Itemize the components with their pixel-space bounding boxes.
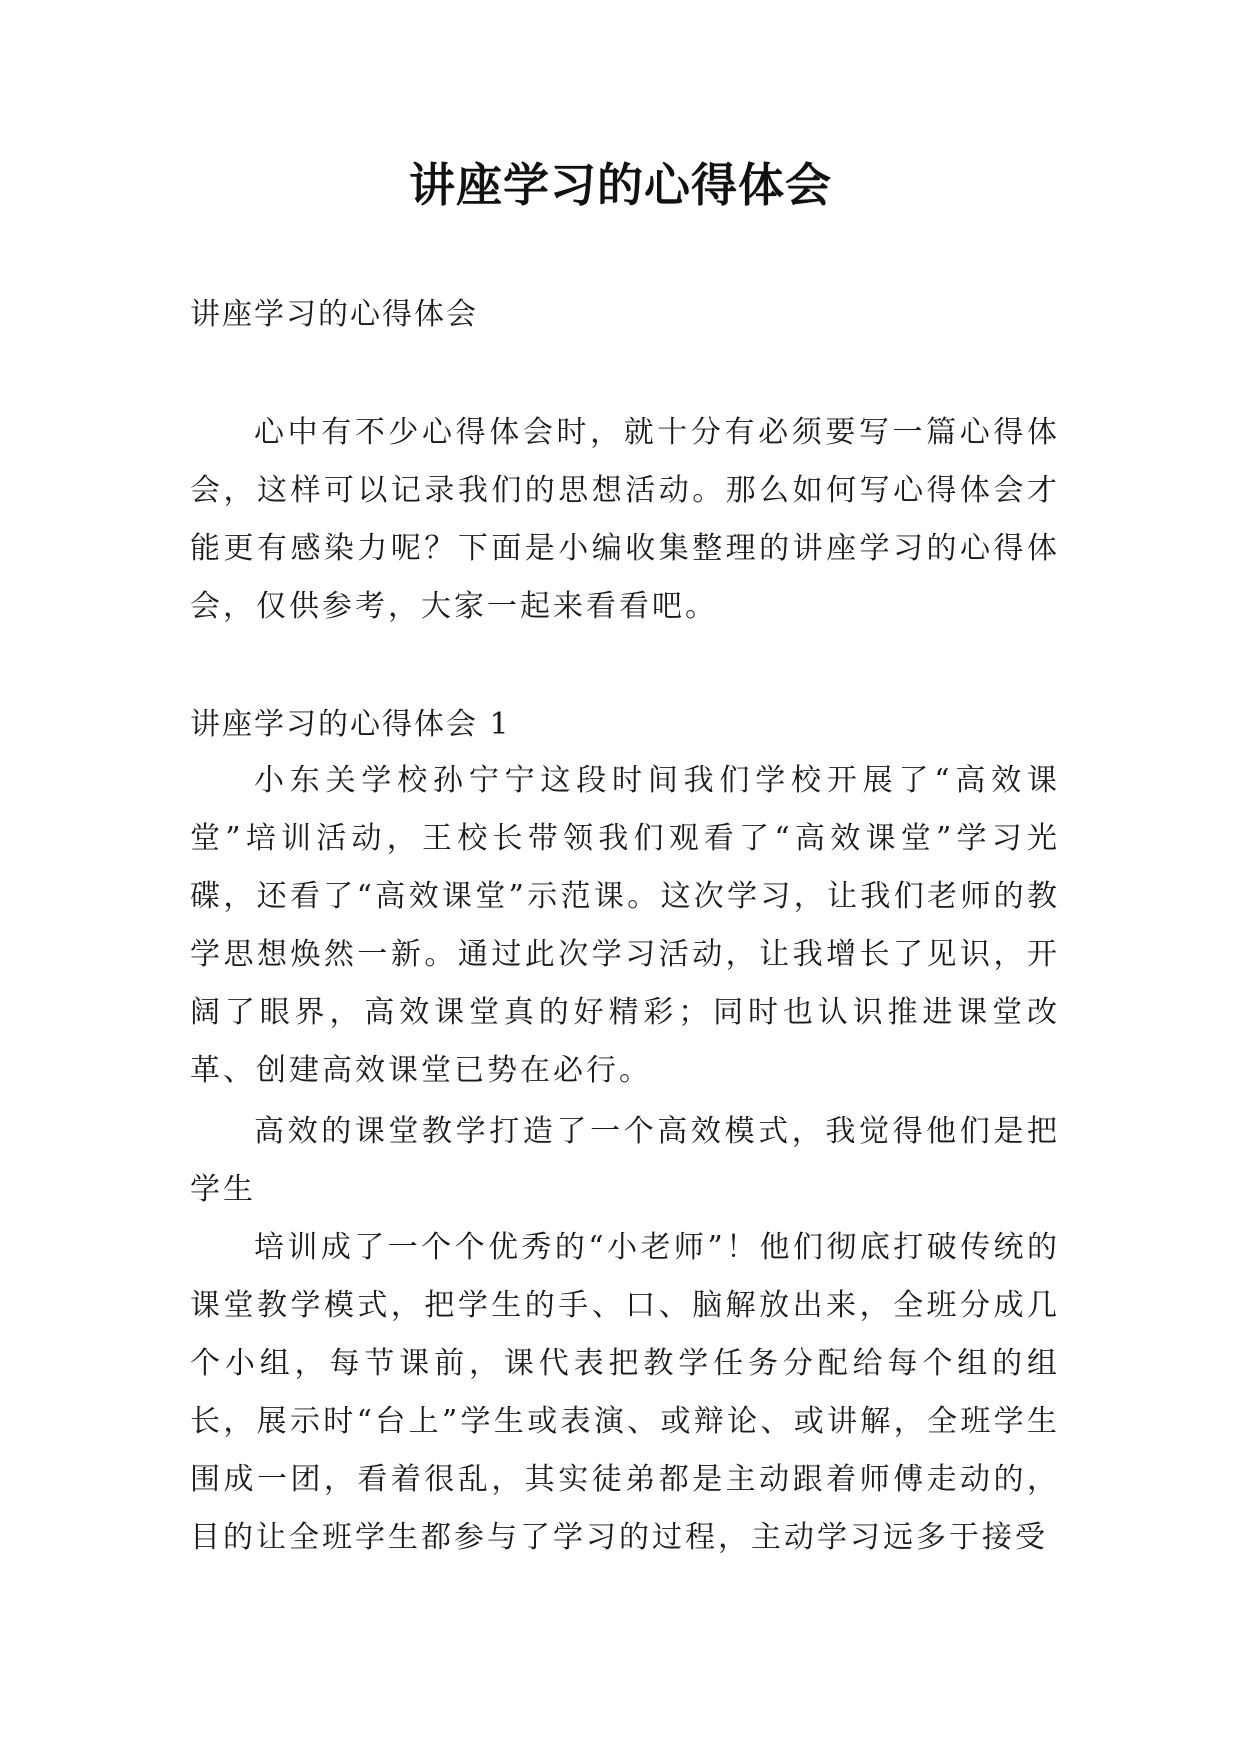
document-title: 讲座学习的心得体会 [409,158,832,212]
body-paragraph: 培训成了一个个优秀的“小老师”！他们彻底打破传统的课堂教学模式，把学生的手、口、脑解放出来，全班分成几个小组，每节课前，课代表把教学任务分配给每个组的组长，展示时“台上”学生或表演、或辩论、或讲解，全班学生围成一团，看着很乱，其实徒弟都是主动跟着师傅走动的，目的让全班学生都参与了学习的过程，主动学习远多于接受 [190,1230,1060,1555]
intro-paragraph: 心中有不少心得体会时，就十分有必须要写一篇心得体会，这样可以记录我们的思想活动。那么如何写心得体会才能更有感染力呢？下面是小编收集整理的讲座学习的心得体会，仅供参考，大家一起来看看吧。 [190,415,1060,624]
body-paragraph: 小东关学校孙宁宁这段时间我们学校开展了“高效课堂”培训活动，王校长带领我们观看了“高效课堂”学习光碟，还看了“高效课堂”示范课。这次学习，让我们老师的教学思想焕然一新。通过此次学习活动，让我增长了见识，开阔了眼界，高效课堂真的好精彩；同时也认识推进课堂改革、创建高效课堂已势在必行。 [190,763,1060,1088]
section-heading: 讲座学习的心得体会 1 [190,707,511,742]
body-paragraph: 高效的课堂教学打造了一个高效模式，我觉得他们是把学生 [190,1114,1060,1207]
document-subtitle: 讲座学习的心得体会 [190,297,478,332]
